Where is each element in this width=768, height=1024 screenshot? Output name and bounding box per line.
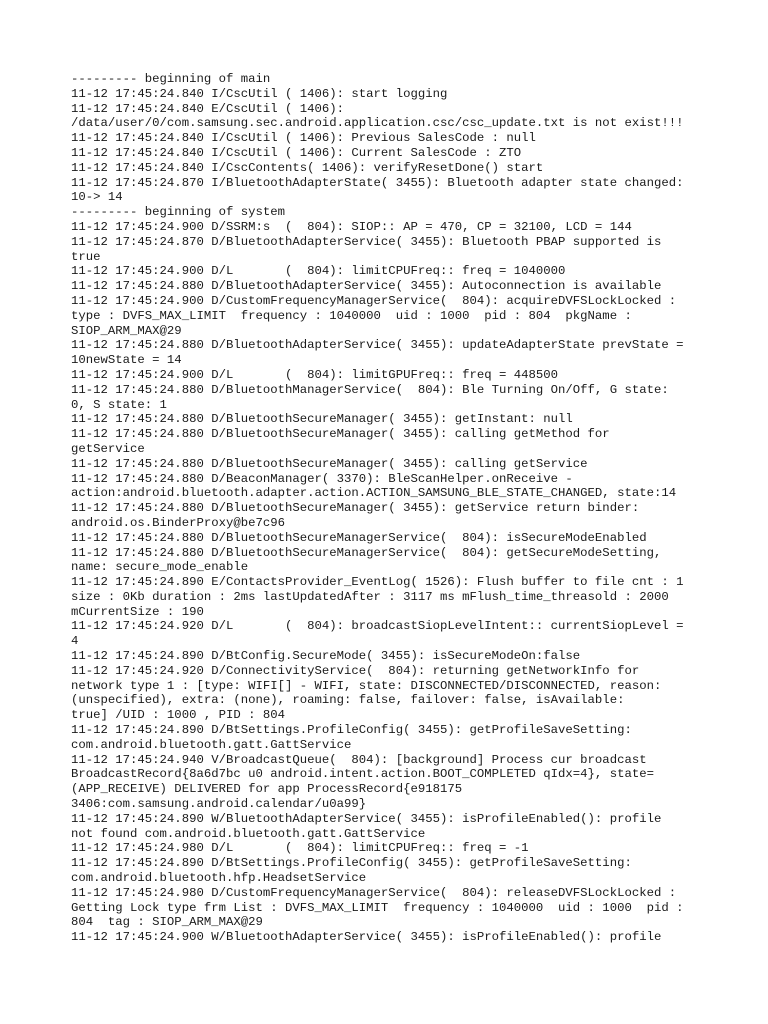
log-line: size : 0Kb duration : 2ms lastUpdatedAfter : 3117 ms mFlush_time_threasold : 2000 xyxy=(71,589,669,604)
log-line: type : DVFS_MAX_LIMIT frequency : 1040000 uid : 1000 pid : 804 pkgName : xyxy=(71,308,632,323)
log-line: 3406:com.samsung.android.calendar/u0a99} xyxy=(71,797,367,812)
log-line: 11-12 17:45:24.890 D/BtSettings.ProfileConfig( 3455): getProfileSaveSetting: xyxy=(71,856,632,871)
log-line: (unspecified), extra: (none), roaming: false, failover: false, isAvailable: xyxy=(71,693,625,708)
log-line: 0, S state: 1 xyxy=(71,397,167,412)
log-line: 11-12 17:45:24.880 D/BluetoothSecureManager( 3455): calling getMethod for xyxy=(71,427,610,442)
log-line: 11-12 17:45:24.920 D/L ( 804): broadcastSiopLevelIntent:: currentSiopLevel = xyxy=(71,619,684,634)
log-line: 11-12 17:45:24.880 D/BeaconManager( 3370): BleScanHelper.onReceive - xyxy=(71,471,573,486)
log-line: 11-12 17:45:24.900 D/CustomFrequencyManagerService( 804): acquireDVFSLockLocked : xyxy=(71,293,677,308)
log-line: com.android.bluetooth.gatt.GattService xyxy=(71,737,352,752)
log-line: 11-12 17:45:24.870 I/BluetoothAdapterState( 3455): Bluetooth adapter state changed: xyxy=(71,175,684,190)
log-line: 11-12 17:45:24.890 W/BluetoothAdapterService( 3455): isProfileEnabled(): profile xyxy=(71,811,662,826)
log-line: 11-12 17:45:24.880 D/BluetoothSecureManager( 3455): getService return binder: xyxy=(71,501,640,516)
log-line: 4 xyxy=(71,634,79,649)
log-line: 11-12 17:45:24.900 W/BluetoothAdapterService( 3455): isProfileEnabled(): profile xyxy=(71,930,662,945)
log-line: 11-12 17:45:24.880 D/BluetoothSecureManagerService( 804): getSecureModeSetting, xyxy=(71,545,662,560)
log-line: --------- beginning of system xyxy=(71,205,286,220)
log-line: 11-12 17:45:24.940 V/BroadcastQueue( 804): [background] Process cur broadcast xyxy=(71,752,647,767)
log-line: /data/user/0/com.samsung.sec.android.application.csc/csc_update.txt is not exist!!! xyxy=(71,116,684,131)
log-line: 11-12 17:45:24.840 I/CscUtil ( 1406): Previous SalesCode : null xyxy=(71,131,536,146)
log-line: 11-12 17:45:24.980 D/L ( 804): limitCPUFreq:: freq = -1 xyxy=(71,841,529,856)
log-line: 11-12 17:45:24.980 D/CustomFrequencyManagerService( 804): releaseDVFSLockLocked : xyxy=(71,885,677,900)
log-line: 11-12 17:45:24.880 D/BluetoothAdapterService( 3455): updateAdapterState prevState = xyxy=(71,338,684,353)
log-line: 11-12 17:45:24.840 E/CscUtil ( 1406): xyxy=(71,101,345,116)
log-line: 804 tag : SIOP_ARM_MAX@29 xyxy=(71,915,263,930)
log-line: 11-12 17:45:24.890 E/ContactsProvider_EventLog( 1526): Flush buffer to file cnt : 1 xyxy=(71,575,684,590)
log-line: --------- beginning of main xyxy=(71,72,271,86)
log-line: 11-12 17:45:24.840 I/CscUtil ( 1406): start logging xyxy=(71,86,448,101)
log-line: 10-> 14 xyxy=(71,190,123,205)
log-line: getService xyxy=(71,441,145,456)
log-line: not found com.android.bluetooth.gatt.GattService xyxy=(71,826,426,841)
log-line: com.android.bluetooth.hfp.HeadsetService xyxy=(71,871,367,886)
log-line: 11-12 17:45:24.880 D/BluetoothAdapterService( 3455): Autoconnection is available xyxy=(71,279,662,294)
log-line: 11-12 17:45:24.890 D/BtSettings.ProfileConfig( 3455): getProfileSaveSetting: xyxy=(71,723,632,738)
log-line: 11-12 17:45:24.920 D/ConnectivityService( 804): returning getNetworkInfo for xyxy=(71,663,640,678)
log-line: mCurrentSize : 190 xyxy=(71,604,204,619)
log-line: 11-12 17:45:24.880 D/BluetoothSecureManagerService( 804): isSecureModeEnabled xyxy=(71,530,647,545)
log-line: 11-12 17:45:24.900 D/SSRM:s ( 804): SIOP:: AP = 470, CP = 32100, LCD = 144 xyxy=(71,219,632,234)
log-line: 11-12 17:45:24.890 D/BtConfig.SecureMode( 3455): isSecureModeOn:false xyxy=(71,649,581,664)
log-line: Getting Lock type frm List : DVFS_MAX_LIMIT frequency : 1040000 uid : 1000 pid : xyxy=(71,900,684,915)
log-line: (APP_RECEIVE) DELIVERED for app ProcessRecord{e918175 xyxy=(71,782,463,797)
log-line: android.os.BinderProxy@be7c96 xyxy=(71,515,286,530)
log-line: true] /UID : 1000 , PID : 804 xyxy=(71,708,286,723)
log-line: 11-12 17:45:24.900 D/L ( 804): limitGPUFreq:: freq = 448500 xyxy=(71,367,559,382)
log-line: 11-12 17:45:24.880 D/BluetoothManagerService( 804): Ble Turning On/Off, G state: xyxy=(71,382,669,397)
log-line: 10newState = 14 xyxy=(71,353,182,368)
log-line: 11-12 17:45:24.900 D/L ( 804): limitCPUFreq:: freq = 1040000 xyxy=(71,264,566,279)
log-line: 11-12 17:45:24.880 D/BluetoothSecureManager( 3455): getInstant: null xyxy=(71,412,573,427)
log-line: 11-12 17:45:24.840 I/CscContents( 1406): verifyResetDone() start xyxy=(71,160,544,175)
log-line: 11-12 17:45:24.840 I/CscUtil ( 1406): Current SalesCode : ZTO xyxy=(71,145,522,160)
log-line: true xyxy=(71,249,101,264)
log-line: SIOP_ARM_MAX@29 xyxy=(71,323,182,338)
log-text-block xyxy=(71,72,711,945)
log-line: action:android.bluetooth.adapter.action.ACTION_SAMSUNG_BLE_STATE_CHANGED, state:14 xyxy=(71,486,677,501)
log-line: BroadcastRecord{8a6d7bc u0 android.intent.action.BOOT_COMPLETED qIdx=4}, state= xyxy=(71,767,654,782)
log-line: name: secure_mode_enable xyxy=(71,560,249,575)
log-line: 11-12 17:45:24.870 D/BluetoothAdapterService( 3455): Bluetooth PBAP supported is xyxy=(71,234,662,249)
log-line: network type 1 : [type: WIFI[] - WIFI, state: DISCONNECTED/DISCONNECTED, reason: xyxy=(71,678,662,693)
log-line: 11-12 17:45:24.880 D/BluetoothSecureManager( 3455): calling getService xyxy=(71,456,588,471)
